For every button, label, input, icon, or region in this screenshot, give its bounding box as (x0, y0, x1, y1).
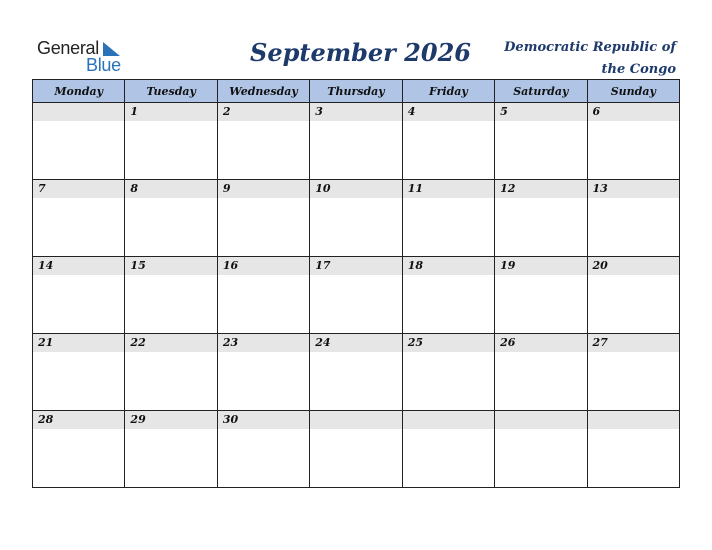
weekday-monday: Monday (33, 80, 125, 103)
weekday-friday: Friday (402, 80, 494, 103)
day-number: 14 (33, 257, 124, 275)
day-number: 7 (33, 180, 124, 198)
day-number: 5 (495, 103, 586, 121)
day-cell (402, 257, 494, 334)
country-name: Democratic Republic of the Congo (504, 40, 676, 77)
day-cell (495, 257, 587, 334)
day-number (495, 411, 586, 429)
weekday-wednesday: Wednesday (217, 80, 309, 103)
weekday-saturday: Saturday (495, 80, 587, 103)
day-number: 4 (403, 103, 494, 121)
day-number: 6 (588, 103, 679, 121)
day-cell (310, 257, 402, 334)
day-cell (217, 180, 309, 257)
day-number: 10 (310, 180, 401, 198)
day-cell (495, 103, 587, 180)
day-cell (495, 180, 587, 257)
day-cell (587, 411, 679, 488)
day-cell (310, 411, 402, 488)
day-number: 9 (218, 180, 309, 198)
day-number: 24 (310, 334, 401, 352)
day-cell (587, 334, 679, 411)
day-number: 17 (310, 257, 401, 275)
weekday-sunday: Sunday (587, 80, 679, 103)
weekday-header-row (33, 80, 680, 103)
day-cell (33, 180, 125, 257)
brand-word-general: General (37, 38, 99, 58)
weekday-thursday: Thursday (310, 80, 402, 103)
calendar-title: September 2026 (250, 38, 471, 67)
day-cell (217, 103, 309, 180)
day-number: 25 (403, 334, 494, 352)
day-cell (125, 103, 217, 180)
week-row (33, 103, 680, 180)
day-cell (125, 334, 217, 411)
day-cell (217, 411, 309, 488)
day-cell (402, 334, 494, 411)
week-row (33, 411, 680, 488)
day-number: 13 (588, 180, 679, 198)
day-number: 18 (403, 257, 494, 275)
day-cell (310, 103, 402, 180)
day-number: 20 (588, 257, 679, 275)
day-cell (125, 257, 217, 334)
day-cell (33, 411, 125, 488)
day-cell (33, 334, 125, 411)
day-cell (33, 103, 125, 180)
weekday-tuesday: Tuesday (125, 80, 217, 103)
day-cell (587, 180, 679, 257)
day-cell (402, 180, 494, 257)
day-number: 30 (218, 411, 309, 429)
day-cell (33, 257, 125, 334)
day-cell (402, 411, 494, 488)
day-number: 11 (403, 180, 494, 198)
day-number: 8 (125, 180, 216, 198)
day-cell (310, 180, 402, 257)
day-number: 16 (218, 257, 309, 275)
brand-word-blue: Blue (86, 55, 121, 75)
day-cell (310, 334, 402, 411)
week-row (33, 180, 680, 257)
day-number (588, 411, 679, 429)
day-cell (125, 180, 217, 257)
day-number: 28 (33, 411, 124, 429)
day-number: 12 (495, 180, 586, 198)
week-row (33, 334, 680, 411)
day-number: 3 (310, 103, 401, 121)
day-cell (587, 103, 679, 180)
day-number: 26 (495, 334, 586, 352)
day-number: 21 (33, 334, 124, 352)
day-cell (495, 411, 587, 488)
day-number: 2 (218, 103, 309, 121)
day-number: 29 (125, 411, 216, 429)
week-row (33, 257, 680, 334)
calendar-grid (32, 79, 680, 488)
day-number: 22 (125, 334, 216, 352)
day-number (310, 411, 401, 429)
day-cell (587, 257, 679, 334)
day-number: 23 (218, 334, 309, 352)
day-number (403, 411, 494, 429)
day-cell (217, 334, 309, 411)
day-number: 1 (125, 103, 216, 121)
day-cell (125, 411, 217, 488)
day-cell (217, 257, 309, 334)
day-cell (402, 103, 494, 180)
brand-logo (37, 38, 127, 76)
day-number (33, 103, 124, 121)
day-number: 27 (588, 334, 679, 352)
day-number: 19 (495, 257, 586, 275)
day-cell (495, 334, 587, 411)
day-number: 15 (125, 257, 216, 275)
